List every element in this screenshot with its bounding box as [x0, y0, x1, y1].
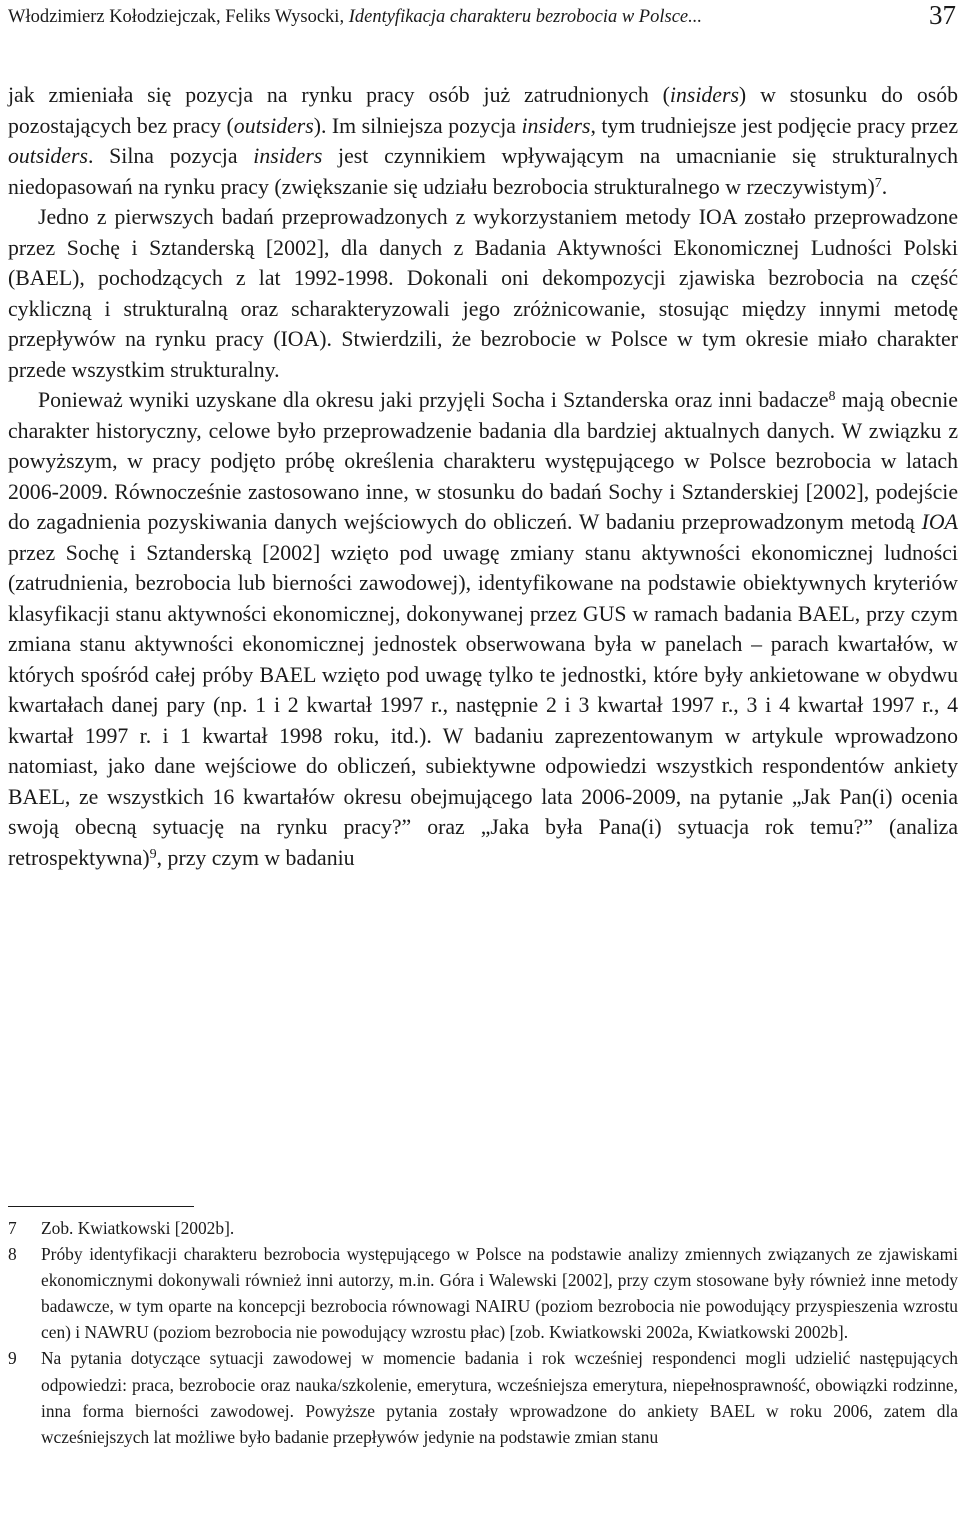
text-run: jest czynnikiem wpływającym na umacnianie się strukturalnych niedopasowań na rynku pracy (zwiększanie się udziału bezrobocia strukturalnego w rzeczywistym) [8, 144, 958, 199]
text-run: . [881, 174, 888, 199]
running-header [8, 2, 958, 32]
footnote-separator [8, 1206, 194, 1207]
term-ioa: IOA [921, 510, 958, 534]
term-insiders: insiders [669, 83, 739, 107]
footnote-ref-8[interactable]: 8 [828, 389, 836, 404]
text-run: jak zmieniała się pozycja na rynku pracy osób już zatrudnionych ( [8, 83, 670, 107]
paragraph-3 [8, 385, 958, 873]
term-outsiders: outsiders [8, 144, 88, 168]
paragraph-2: Jedno z pierwszych badań przeprowadzonych z wykorzystaniem metody IOA zostało przeprowadzone przez Sochę i Sztanderską [2002], dla danych z Badania Aktywności Ekonomicznej Ludności Polski (BAEL), pochodzących z lat 1992-1998. Dokonali oni dekompozycji zjawiska bezrobocia na część cykliczną i strukturalną oraz scharakteryzowali jego zróżnicowanie, stosując między innymi metodę przepływów na rynku pracy (IOA). Stwierdzili, że bezrobocie w Polsce w tym okresie miało charakter przede wszystkim strukturalny. [8, 205, 958, 382]
footnote-8 [8, 1241, 958, 1345]
footnote-number: 9 [8, 1348, 17, 1369]
paragraph-1 [8, 80, 958, 202]
footnote-text: Próby identyfikacji charakteru bezrobocia występującego w Polsce na podstawie analizy zmiennych związanych ze zjawiskami ekonomicznymi dokonywali również inni autorzy, m.in. Góra i Walewski [2002], przy czym stosowane były również inne metody badawcze, w tym oparte na koncepcji bezrobocia równowagi NAIRU (poziom bezrobocia nie powodujący przyspieszenia wzrostu cen) i NAWRU (poziom bezrobocia nie powodujący wzrostu płac) [zob. Kwiatkowski 2002a, Kwiatkowski 2002b]. [41, 1244, 958, 1343]
footnote-number: 7 [8, 1218, 17, 1238]
text-run: ). Im silniejsza pozycja [313, 113, 522, 138]
term-outsiders: outsiders [233, 113, 314, 138]
footnote-ref-7[interactable]: 7 [874, 175, 882, 191]
header-article-title: Identyfikacja charakteru bezrobocia w Polsce... [348, 7, 702, 27]
text-run: mają obecnie charakter historyczny, celowe było przeprowadzenie badania dla bardziej aktualnych danych. W związku z powyższym, w pracy podjęto próbę określenia charakteru występującego w Polsce bezrobocia w latach 2006-2009. Równocześnie zastosowano inne, w stosunku do badań Sochy i Sztanderskiej [2002], podejście do zagadnienia pozyskiwania danych wejściowych do obliczeń. W badaniu przeprowadzonym metodą [8, 388, 958, 534]
text-run: ) w stosunku do osób pozostających bez pracy ( [8, 83, 958, 138]
term-insiders: insiders [521, 113, 591, 138]
footnote-text: Na pytania dotyczące sytuacji zawodowej w momencie badania i rok wcześniej respondenci mogli udzielić następujących odpowiedzi: praca, bezrobocie oraz nauka/szkolenie, emerytura, wcześniejsza emerytura, niepełnosprawność, obowiązki rodzinne, inna forma bierności zawodowej. Powyższe pytania zostały wprowadzone do ankiety BAEL w roku 2006, zatem dla wcześniejszych lat możliwe było badanie przepływów jedynie na podstawie zmian stanu [41, 1348, 958, 1447]
body-text [8, 80, 958, 873]
footnote-7 [8, 1215, 958, 1241]
header-authors: Włodzimierz Kołodziejczak, Feliks Wysocki, [8, 7, 349, 27]
page-number: 37 [929, 0, 956, 30]
footnote-number: 8 [8, 1244, 17, 1265]
text-run: Ponieważ wyniki uzyskane dla okresu jaki przyjęli Socha i Sztanderska oraz inni badacze [38, 388, 829, 412]
footnotes [8, 1215, 958, 1450]
term-insiders: insiders [253, 144, 323, 168]
text-run: , przy czym w badaniu [156, 845, 355, 870]
text-run: przez Sochę i Sztanderską [2002] wzięto pod uwagę zmiany stanu aktywności ekonomicznej ludności (zatrudnienia, bezrobocia lub bierności zawodowej), identyfikowane na podstawie obiektywnych kryteriów klasyfikacji stanu aktywności ekonomicznej, dokonywanej przez GUS w ramach badania BAEL, przy czym zmiana stanu aktywności ekonomicznej jednostek obserwowana była w panelach – parach kwartałów, w których spośród całej próby BAEL wzięto pod uwagę tylko te jednostki, które były ankietowane w obydwu kwartałach danej pary (np. 1 i 2 kwartał 1997 r., następnie 2 i 3 kwartał 1997 r., 3 i 4 kwartał 1997 r., 4 kwartał 1997 r. i 1 kwartał 1998 roku, itd.). W badaniu zaprezentowanym w artykule wprowadzono natomiast, jako dane wejściowe do obliczeń, subiektywne odpowiedzi wszystkich respondentów ankiety BAEL, ze wszystkich 16 kwartałów okresu obejmującego lata 2006-2009, na pytanie „Jak Pan(i) ocenia swoją obecną sytuację na rynku pracy?” oraz „Jaka była Pana(i) sytuacja rok temu?” (analiza retrospektywna) [8, 540, 958, 870]
text-run: , tym trudniejsze jest podjęcie pracy przez [590, 113, 959, 138]
footnote-9 [8, 1345, 958, 1449]
header-citation [8, 2, 702, 32]
footnote-ref-9[interactable]: 9 [149, 846, 157, 862]
footnote-text: Zob. Kwiatkowski [2002b]. [41, 1218, 235, 1238]
text-run: . Silna pozycja [87, 144, 254, 168]
